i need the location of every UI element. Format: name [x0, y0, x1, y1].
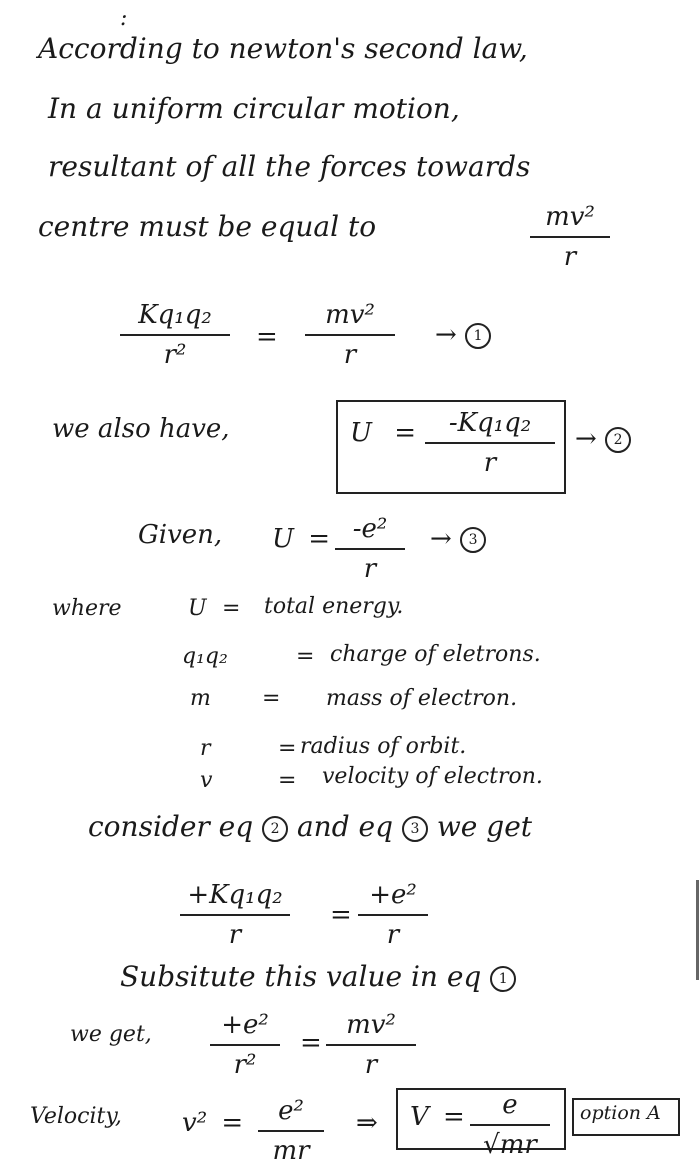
eq2-lhs	[350, 418, 416, 448]
where-label: where	[52, 596, 122, 621]
def-row-symbol: r	[200, 736, 211, 761]
def-row-symbol: q₁q₂	[182, 644, 228, 669]
eq5-equals: =	[300, 1028, 322, 1058]
fraction-bar	[180, 914, 290, 916]
line-4: centre must be equal to	[38, 210, 377, 243]
eq3-lhs	[272, 524, 330, 554]
substitute-line	[120, 960, 516, 993]
def-row-equals: =	[296, 644, 315, 669]
fraction-numerator: mv²	[545, 202, 595, 232]
eq1-equals: =	[256, 322, 278, 352]
line-4-fraction	[530, 202, 610, 272]
eq4-lhs	[180, 880, 290, 950]
eq5-lhs-den: r²	[233, 1050, 257, 1080]
eq5-rhs-den: r	[364, 1050, 378, 1080]
eq-number-circle-icon: 1	[465, 323, 491, 349]
eq4-equals: =	[330, 900, 352, 930]
eq6-prefix: Velocity,	[30, 1104, 122, 1129]
consider-line	[88, 810, 532, 843]
def-row-equals: =	[222, 596, 241, 621]
fraction-bar	[470, 1124, 550, 1126]
eq1-lhs	[120, 300, 230, 370]
result-num: e	[502, 1090, 518, 1120]
def-row-equals: =	[278, 768, 297, 793]
eq-number-circle-icon: 3	[402, 816, 428, 842]
result-equals: =	[443, 1102, 465, 1132]
eq2-rhs-num: -Kq₁q₂	[448, 408, 532, 438]
substitute-text: Subsitute this value in eq	[120, 960, 482, 993]
result-lhs	[410, 1102, 465, 1132]
eq1-lhs-den: r²	[163, 340, 187, 370]
eq3-rhs-den: r	[363, 554, 377, 584]
eq6-rhs	[258, 1096, 324, 1166]
fraction-bar	[210, 1044, 280, 1046]
eq2-rhs-den: r	[483, 448, 497, 478]
def-row-desc: velocity of electron.	[322, 764, 543, 789]
fraction-bar	[120, 334, 230, 336]
eq1-rhs-den: r	[343, 340, 357, 370]
fraction-bar	[305, 334, 395, 336]
result-fraction	[470, 1090, 550, 1160]
eq1-tag	[435, 320, 491, 350]
eq5-lhs	[210, 1010, 280, 1080]
fraction-bar	[358, 914, 428, 916]
eq3-symbol: U	[272, 524, 294, 554]
line-1: According to newton's second law,	[38, 32, 528, 65]
arrow-icon: →	[435, 320, 457, 350]
eq5-prefix: we get,	[70, 1022, 152, 1047]
def-row-desc: radius of orbit.	[300, 734, 467, 759]
eq3-rhs	[335, 514, 405, 584]
result-symbol: V	[410, 1102, 429, 1132]
def-row-symbol: v	[200, 768, 213, 793]
fraction-bar	[530, 236, 610, 238]
consider-text-1: consider eq	[88, 810, 254, 843]
eq-number-circle-icon: 3	[460, 527, 486, 553]
def-row-desc: total energy.	[264, 594, 404, 619]
fraction-bar	[326, 1044, 416, 1046]
result-den: √mr	[483, 1130, 537, 1160]
fraction-denominator: r	[563, 242, 577, 272]
eq4-rhs	[358, 880, 428, 950]
eq6-den: mr	[272, 1136, 310, 1166]
eq1-lhs-num: Kq₁q₂	[138, 300, 212, 330]
stray-mark: :	[120, 6, 128, 31]
eq4-rhs-num: +e²	[369, 880, 417, 910]
consider-text-2: and eq	[296, 810, 394, 843]
line-3: resultant of all the forces towards	[48, 150, 531, 183]
eq5-lhs-num: +e²	[221, 1010, 269, 1040]
fraction-bar	[258, 1130, 324, 1132]
eq4-lhs-num: +Kq₁q₂	[187, 880, 283, 910]
def-row-desc: charge of eletrons.	[330, 642, 541, 667]
def-row-symbol: m	[190, 686, 211, 711]
eq2-prefix: we also have,	[52, 414, 230, 444]
eq4-rhs-den: r	[386, 920, 400, 950]
eq6-equals: =	[221, 1108, 244, 1138]
eq3-prefix: Given,	[138, 520, 223, 550]
def-row-equals: =	[262, 686, 281, 711]
eq2-symbol: U	[350, 418, 372, 448]
eq3-equals: =	[308, 524, 330, 554]
fraction-bar	[425, 442, 555, 444]
eq-number-circle-icon: 2	[262, 816, 288, 842]
consider-text-3: we get	[436, 810, 533, 843]
eq2-tag	[575, 424, 631, 454]
eq5-rhs	[326, 1010, 416, 1080]
eq6-symbol: v²	[182, 1108, 208, 1138]
def-row-equals: =	[278, 736, 297, 761]
eq3-tag	[430, 524, 486, 554]
eq6-num: e²	[278, 1096, 304, 1126]
arrow-icon: →	[575, 424, 597, 454]
option-label: option A	[580, 1102, 661, 1124]
eq-number-circle-icon: 2	[605, 427, 631, 453]
eq5-rhs-num: mv²	[346, 1010, 396, 1040]
eq3-rhs-num: -e²	[352, 514, 388, 544]
arrow-icon: →	[430, 524, 452, 554]
eq2-rhs	[425, 408, 555, 478]
eq-number-circle-icon: 1	[490, 966, 516, 992]
eq6-lhs	[182, 1108, 243, 1138]
eq4-lhs-den: r	[228, 920, 242, 950]
def-row-symbol: U	[188, 596, 207, 621]
line-2: In a uniform circular motion,	[48, 92, 460, 125]
eq1-rhs	[305, 300, 395, 370]
fraction-bar	[335, 548, 405, 550]
eq1-rhs-num: mv²	[325, 300, 375, 330]
def-row-desc: mass of electron.	[326, 686, 518, 711]
implies-arrow-icon: ⇒	[356, 1108, 378, 1138]
eq2-equals: =	[394, 418, 416, 448]
